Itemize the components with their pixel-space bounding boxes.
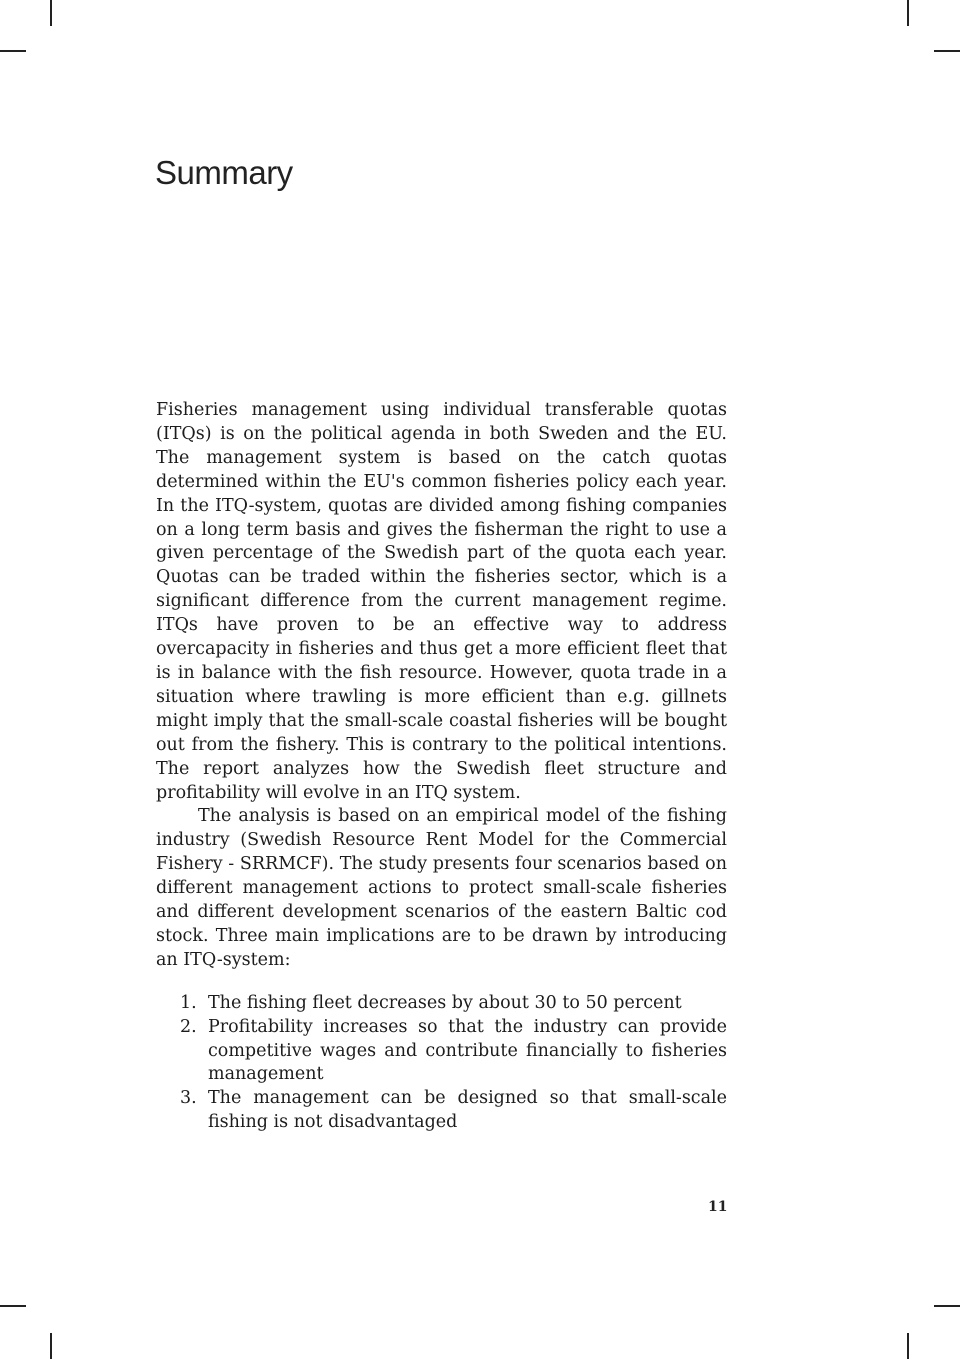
list-item <box>156 1016 727 1088</box>
crop-mark-top-right <box>907 0 909 26</box>
page-title: Summary <box>155 154 293 191</box>
list-item-number: 2. <box>180 1016 197 1037</box>
crop-mark-bottom-right <box>907 1333 909 1359</box>
summary-body <box>156 399 727 1135</box>
paragraph: The analysis is based on an empirical model of the fishing industry (Swedish Resource Rent Model for the Commercial Fishery - SRRMCF). The study presents four scenarios based on different management actions to protect small-scale fisheries and different development scenarios of the eastern Baltic cod stock. Three main implications are to be drawn by introducing an ITQ-system: <box>156 806 727 970</box>
page-number: 11 <box>708 1199 728 1215</box>
list-item-text: The fishing fleet decreases by about 30 to 50 percent <box>208 992 682 1013</box>
crop-mark-bottom-right-h <box>934 1305 960 1307</box>
crop-mark-top-right-h <box>934 50 960 52</box>
list-item-text: The management can be designed so that small-scale fishing is not disadvantaged <box>208 1088 727 1133</box>
crop-mark-bottom-left-h <box>0 1305 26 1307</box>
crop-mark-top-left <box>50 0 52 26</box>
crop-mark-top-left-h <box>0 50 26 52</box>
implications-list <box>156 992 727 1135</box>
paragraph: Fisheries management using individual transferable quotas (ITQs) is on the political agenda in both Sweden and the EU. The management system is based on the catch quotas determined within the EU's common fisheries policy each year. In the ITQ-system, quotas are divided among fishing companies on a long term basis and gives the fisherman the right to use a given percentage of the Swedish part of the quota each year. Quotas can be traded within the fisheries sector, which is a significant difference from the current management regime. ITQs have proven to be an effective way to address overcapacity in fisheries and thus get a more efficient fleet that is in balance with the fish resource. However, quota trade in a situation where trawling is more efficient than e.g. gillnets might imply that the small-scale coastal fisheries will be bought out from the fishery. This is contrary to the political intentions. The report analyzes how the Swedish fleet structure and profitability will evolve in an ITQ system. <box>156 400 727 803</box>
list-item-number: 3. <box>180 1088 197 1109</box>
list-item <box>156 992 727 1016</box>
list-item-number: 1. <box>180 992 197 1013</box>
list-item-text: Profitability increases so that the industry can provide competitive wages and contribute financially to fisheries management <box>208 1016 727 1085</box>
crop-mark-bottom-left <box>50 1333 52 1359</box>
list-item <box>156 1087 727 1135</box>
